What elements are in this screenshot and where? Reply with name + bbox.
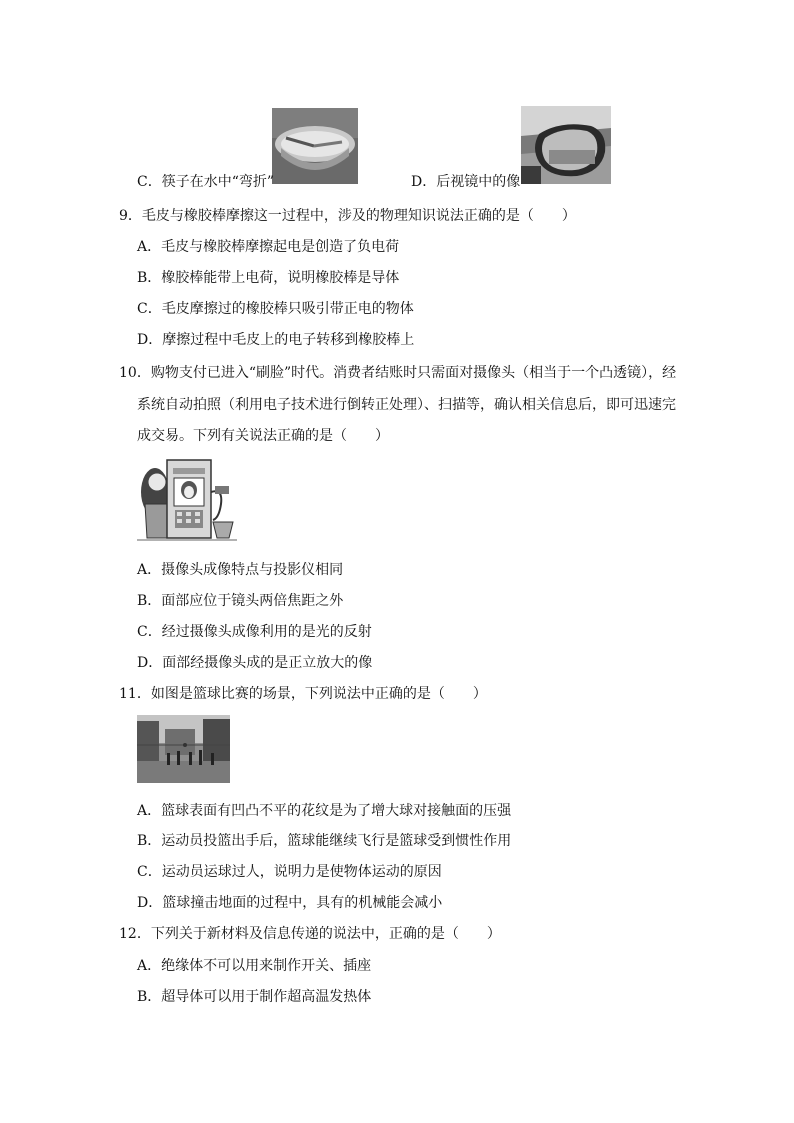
q10-option-c: C．经过摄像头成像利用的是光的反射 [137, 624, 372, 640]
q8-option-d: D．后视镜中的像 [411, 174, 521, 190]
q9-option-d: D．摩擦过程中毛皮上的电子转移到橡胶棒上 [137, 332, 415, 348]
q11-option-a: A．篮球表面有凹凸不平的花纹是为了增大球对接触面的压强 [137, 803, 512, 819]
q10-stem-line2: 系统自动拍照（利用电子技术进行倒转正处理）、扫描等，确认相关信息后，即可迅速完 [137, 397, 676, 413]
q12-stem: 12．下列关于新材料及信息传递的说法中，正确的是（ ） [119, 926, 501, 942]
q10-option-a: A．摄像头成像特点与投影仪相同 [137, 562, 344, 578]
q11-option-c: C．运动员运球过人，说明力是使物体运动的原因 [137, 864, 442, 880]
q9-option-a: A．毛皮与橡胶棒摩擦起电是创造了负电荷 [137, 239, 400, 255]
face-payment-illustration [137, 452, 237, 548]
q11-stem: 11．如图是篮球比赛的场景，下列说法中正确的是（ ） [119, 686, 487, 702]
q9-option-c: C．毛皮摩擦过的橡胶棒只吸引带正电的物体 [137, 301, 414, 317]
q8-option-c: C．筷子在水中“弯折” [137, 174, 275, 190]
rearview-mirror-photo [521, 106, 611, 184]
q10-option-d: D．面部经摄像头成的是正立放大的像 [137, 655, 373, 671]
q10-stem-line1: 10．购物支付已进入“刷脸”时代。消费者结账时只需面对摄像头（相当于一个凸透镜），经 [119, 365, 677, 381]
q10-stem-line3: 成交易。下列有关说法正确的是（ ） [137, 428, 389, 444]
basketball-game-photo [137, 715, 230, 783]
chopsticks-in-water-photo [272, 108, 358, 184]
q12-option-a: A．绝缘体不可以用来制作开关、插座 [137, 958, 372, 974]
q10-option-b: B．面部应位于镜头两倍焦距之外 [137, 593, 344, 609]
q12-option-b: B．超导体可以用于制作超高温发热体 [137, 989, 372, 1005]
q9-stem: 9．毛皮与橡胶棒摩擦这一过程中，涉及的物理知识说法正确的是（ ） [119, 208, 576, 224]
q11-option-b: B．运动员投篮出手后，篮球能继续飞行是篮球受到惯性作用 [137, 833, 512, 849]
q11-option-d: D．篮球撞击地面的过程中，具有的机械能会减小 [137, 895, 443, 911]
q9-option-b: B．橡胶棒能带上电荷，说明橡胶棒是导体 [137, 270, 400, 286]
